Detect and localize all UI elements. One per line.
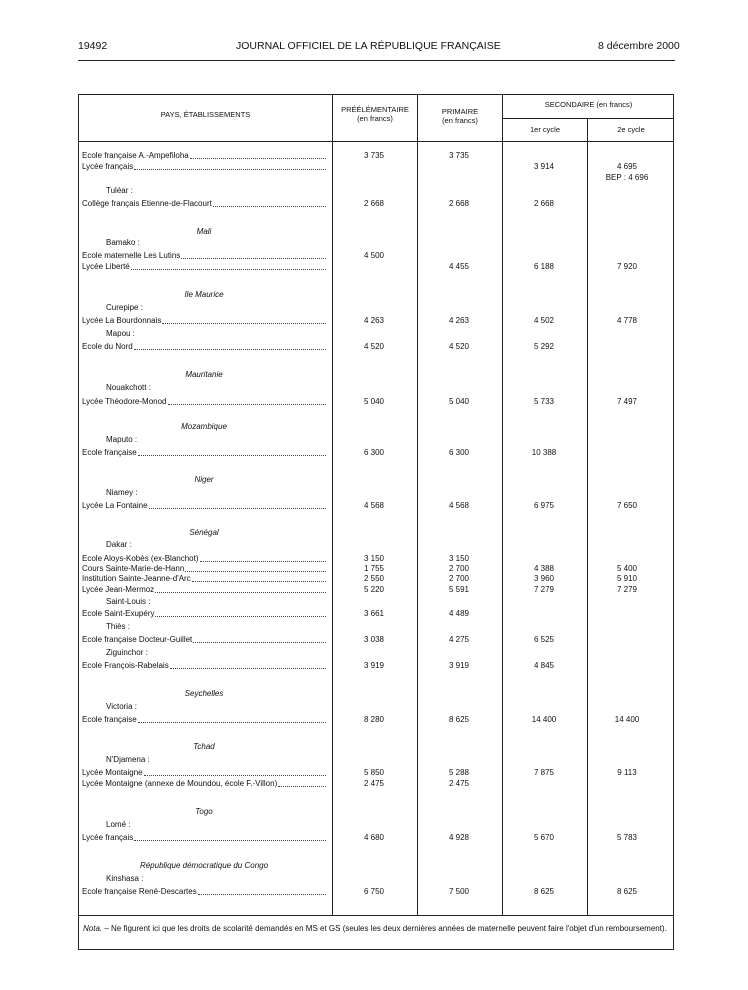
table-row	[79, 608, 675, 619]
establishment-label: Ecole française Docteur-Guillet	[82, 635, 193, 644]
table-row	[79, 315, 675, 326]
city-name: Saint-Louis :	[106, 597, 151, 606]
cycle1-value: 2 668	[533, 199, 555, 208]
city-name: N'Djamena :	[106, 755, 150, 764]
establishment-label: Lycée Montaigne (annexe de Moundou, école F.-Villon)	[82, 779, 278, 788]
table-row	[79, 767, 675, 778]
cycle1-value: 14 400	[531, 715, 557, 724]
establishment-name	[82, 500, 326, 511]
primaire-value: 4 928	[448, 833, 470, 842]
establishment-name	[82, 660, 326, 671]
establishment-label: Ecole Aloys-Kobès (ex-Blanchot)	[82, 554, 199, 563]
establishment-name	[82, 767, 326, 778]
preelementaire-value: 3 150	[363, 554, 385, 563]
leader-dots	[138, 714, 326, 723]
leader-dots	[170, 660, 326, 669]
city-name: Niamey :	[106, 488, 138, 497]
preelementaire-value: 5 850	[363, 768, 385, 777]
col-header-primaire-unit: (en francs)	[442, 116, 478, 125]
country-row	[79, 474, 675, 485]
city-name: Maputo :	[106, 435, 138, 444]
table-row	[79, 261, 675, 272]
leader-dots	[134, 832, 326, 841]
primaire-value: 5 288	[448, 768, 470, 777]
establishment-label: Ecole du Nord	[82, 342, 133, 351]
cycle2-value: 4 778	[616, 316, 638, 325]
city-name: Kinshasa :	[106, 874, 144, 883]
preelementaire-value: 2 668	[363, 199, 385, 208]
city-name: Victoria :	[106, 702, 137, 711]
city-name: Nouakchott :	[106, 383, 151, 392]
table-row	[79, 778, 675, 789]
country-name: Mauritanie	[185, 370, 223, 379]
table-row	[79, 161, 675, 172]
country-row	[79, 806, 675, 817]
establishment-name	[82, 250, 326, 261]
cycle2-value: 8 625	[616, 887, 638, 896]
footnote	[83, 924, 669, 934]
establishment-name	[82, 150, 326, 161]
leader-dots	[162, 315, 326, 324]
city-row	[79, 754, 675, 765]
primaire-value: 4 568	[448, 501, 470, 510]
primaire-value: 3 150	[448, 554, 470, 563]
col-header-cycle-2: 2e cycle	[617, 125, 645, 134]
leader-dots	[134, 161, 326, 170]
establishment-name	[82, 886, 326, 897]
primaire-value: 4 275	[448, 635, 470, 644]
table-row	[79, 250, 675, 261]
preelementaire-value: 4 263	[363, 316, 385, 325]
preelementaire-value: 3 919	[363, 661, 385, 670]
table-row	[79, 396, 675, 407]
city-row	[79, 237, 675, 248]
tuition-table	[78, 94, 674, 950]
establishment-name	[82, 634, 326, 645]
cycle2-value: 7 497	[616, 397, 638, 406]
establishment-name	[82, 584, 326, 595]
publication-date: 8 décembre 2000	[598, 40, 680, 52]
country-name: Togo	[195, 807, 213, 816]
footnote-label: Nota.	[83, 924, 103, 933]
table-row	[79, 886, 675, 897]
leader-dots	[144, 767, 326, 776]
primaire-value: 2 668	[448, 199, 470, 208]
city-row	[79, 382, 675, 393]
cycle1-value: 8 625	[533, 887, 555, 896]
cycle2-value: 7 650	[616, 501, 638, 510]
table-row	[79, 150, 675, 161]
establishment-label: Ecole Saint-Exupéry	[82, 609, 155, 618]
cycle1-value: 6 525	[533, 635, 555, 644]
establishment-label: Ecole française	[82, 448, 137, 457]
cycle2-value: 7 920	[616, 262, 638, 271]
country-name: Mozambique	[181, 422, 227, 431]
city-name: Curepipe :	[106, 303, 143, 312]
leader-dots	[134, 341, 326, 350]
primaire-value: 5 040	[448, 397, 470, 406]
country-row	[79, 226, 675, 237]
country-row	[79, 289, 675, 300]
country-row	[79, 860, 675, 871]
footnote-text: – Ne figurent ici que les droits de scolarité demandés en MS et GS (seules les deux dernières années de maternelle peuvent faire l'objet d'un remboursement).	[102, 924, 667, 933]
cycle1-value: 5 292	[533, 342, 555, 351]
country-name: République démocratique du Congo	[139, 861, 269, 870]
city-row	[79, 302, 675, 313]
establishment-name	[82, 198, 326, 209]
cycle1-value: 10 388	[531, 448, 557, 457]
preelementaire-value: 3 038	[363, 635, 385, 644]
cycle1-value: 4 388	[533, 564, 555, 573]
establishment-label: Lycée Jean-Mermoz	[82, 585, 155, 594]
leader-dots	[200, 553, 327, 562]
primaire-value: 4 489	[448, 609, 470, 618]
header-sub-rule	[502, 118, 674, 119]
establishment-name	[82, 832, 326, 843]
cycle2-value: BEP : 4 696	[605, 173, 649, 182]
primaire-value: 2 475	[448, 779, 470, 788]
establishment-name	[82, 447, 326, 458]
col-header-preelementaire: PRÉÉLÉMENTAIRE	[341, 105, 409, 114]
preelementaire-value: 6 300	[363, 448, 385, 457]
establishment-label: Lycée La Bourdonnais	[82, 316, 162, 325]
city-row	[79, 434, 675, 445]
cycle1-value: 6 188	[533, 262, 555, 271]
cycle2-value: 5 910	[616, 574, 638, 583]
preelementaire-value: 1 755	[363, 564, 385, 573]
preelementaire-value: 5 220	[363, 585, 385, 594]
preelementaire-value: 3 735	[363, 151, 385, 160]
primaire-value: 6 300	[448, 448, 470, 457]
establishment-label: Ecole maternelle Les Lutins	[82, 251, 181, 260]
city-row	[79, 328, 675, 339]
preelementaire-value: 4 500	[363, 251, 385, 260]
leader-dots	[181, 250, 326, 259]
establishment-label: Institution Sainte-Jeanne-d'Arc	[82, 574, 191, 583]
city-name: Bamako :	[106, 238, 140, 247]
establishment-label: Lycée La Fontaine	[82, 501, 148, 510]
city-row	[79, 596, 675, 607]
establishment-label: Lycée Théodore-Monod	[82, 397, 167, 406]
leader-dots	[131, 261, 326, 270]
country-name: Niger	[194, 475, 214, 484]
cycle1-value: 3 914	[533, 162, 555, 171]
table-row	[79, 573, 675, 584]
leader-dots	[185, 563, 326, 572]
table-row	[79, 198, 675, 209]
establishment-label: Ecole François-Rabelais	[82, 661, 169, 670]
establishment-name	[82, 608, 326, 619]
leader-dots	[198, 886, 326, 895]
cycle2-value: 14 400	[614, 715, 640, 724]
cycle1-value: 4 502	[533, 316, 555, 325]
table-row	[79, 634, 675, 645]
cycle1-value: 6 975	[533, 501, 555, 510]
country-row	[79, 369, 675, 380]
city-name: Lomé :	[106, 820, 131, 829]
table-row	[79, 172, 675, 183]
primaire-value: 4 455	[448, 262, 470, 271]
leader-dots	[155, 584, 326, 593]
country-row	[79, 527, 675, 538]
establishment-name	[82, 341, 326, 352]
cycle2-value: 5 400	[616, 564, 638, 573]
preelementaire-value: 6 750	[363, 887, 385, 896]
primaire-value: 4 263	[448, 316, 470, 325]
city-row	[79, 539, 675, 550]
leader-dots	[278, 778, 326, 787]
country-row	[79, 741, 675, 752]
primaire-value: 4 520	[448, 342, 470, 351]
header-rule	[78, 60, 675, 61]
primaire-value: 3 735	[448, 151, 470, 160]
establishment-name	[82, 161, 326, 172]
cycle1-value: 5 733	[533, 397, 555, 406]
city-row	[79, 701, 675, 712]
establishment-name	[82, 315, 326, 326]
city-row	[79, 487, 675, 498]
leader-dots	[193, 634, 326, 643]
establishment-label: Lycée Montaigne	[82, 768, 143, 777]
city-row	[79, 621, 675, 632]
country-name: Mali	[196, 227, 212, 236]
leader-dots	[149, 500, 326, 509]
cycle1-value: 3 960	[533, 574, 555, 583]
cycle1-value: 5 670	[533, 833, 555, 842]
city-name: Dakar :	[106, 540, 132, 549]
establishment-label: Lycée Liberté	[82, 262, 130, 271]
city-row	[79, 647, 675, 658]
table-row	[79, 714, 675, 725]
city-row	[79, 819, 675, 830]
city-row	[79, 185, 675, 196]
preelementaire-value: 3 661	[363, 609, 385, 618]
primaire-value: 3 919	[448, 661, 470, 670]
preelementaire-value: 2 550	[363, 574, 385, 583]
preelementaire-value: 2 475	[363, 779, 385, 788]
country-name: Tchad	[193, 742, 215, 751]
leader-dots	[190, 150, 326, 159]
primaire-value: 8 625	[448, 715, 470, 724]
cycle1-value: 7 279	[533, 585, 555, 594]
country-name: Ile Maurice	[184, 290, 224, 299]
city-name: Ziguinchor :	[106, 648, 148, 657]
table-row	[79, 341, 675, 352]
establishment-label: Ecole française René-Descartes	[82, 887, 197, 896]
cycle1-value: 7 875	[533, 768, 555, 777]
establishment-name	[82, 261, 326, 272]
preelementaire-value: 4 568	[363, 501, 385, 510]
primaire-value: 2 700	[448, 564, 470, 573]
leader-dots	[138, 447, 326, 456]
cycle1-value: 4 845	[533, 661, 555, 670]
note-rule	[79, 915, 673, 916]
header-bottom-rule	[79, 141, 673, 142]
establishment-name	[82, 573, 326, 584]
country-name: Sénégal	[189, 528, 219, 537]
establishment-label: Lycée français	[82, 162, 134, 171]
journal-title: JOURNAL OFFICIEL DE LA RÉPUBLIQUE FRANÇAISE	[236, 40, 501, 52]
table-row	[79, 660, 675, 671]
country-name: Seychelles	[184, 689, 224, 698]
city-name: Thiès :	[106, 622, 131, 631]
establishment-label: Ecole française A.-Ampefiloha	[82, 151, 189, 160]
col-header-primaire: PRIMAIRE	[441, 107, 479, 116]
preelementaire-value: 4 680	[363, 833, 385, 842]
establishment-label: Collège français Etienne-de-Flacourt	[82, 199, 212, 208]
preelementaire-value: 4 520	[363, 342, 385, 351]
city-row	[79, 873, 675, 884]
primaire-value: 5 591	[448, 585, 470, 594]
table-row	[79, 832, 675, 843]
cycle2-value: 5 783	[616, 833, 638, 842]
primaire-value: 2 700	[448, 574, 470, 583]
preelementaire-value: 8 280	[363, 715, 385, 724]
preelementaire-value: 5 040	[363, 397, 385, 406]
country-row	[79, 421, 675, 432]
page-number: 19492	[78, 40, 108, 52]
col-header-pays: PAYS, ÉTABLISSEMENTS	[160, 110, 251, 119]
leader-dots	[213, 198, 326, 207]
establishment-name	[82, 714, 326, 725]
establishment-name	[82, 778, 326, 789]
leader-dots	[155, 608, 326, 617]
leader-dots	[168, 396, 327, 405]
cycle2-value: 9 113	[617, 768, 637, 777]
country-row	[79, 688, 675, 699]
establishment-label: Cours Sainte-Marie-de-Hann	[82, 564, 185, 573]
cycle2-value: 4 695	[616, 162, 638, 171]
primaire-value: 7 500	[448, 887, 470, 896]
establishment-label: Ecole française	[82, 715, 137, 724]
table-row	[79, 584, 675, 595]
establishment-label: Lycée français	[82, 833, 134, 842]
col-header-preelementaire-unit: (en francs)	[357, 114, 393, 123]
establishment-name	[82, 396, 326, 407]
col-header-secondaire: SECONDAIRE (en francs)	[544, 100, 633, 109]
city-name: Tuléar :	[106, 186, 133, 195]
cycle2-value: 7 279	[616, 585, 638, 594]
leader-dots	[192, 573, 326, 582]
col-header-cycle-1: 1er cycle	[529, 125, 560, 134]
table-row	[79, 500, 675, 511]
city-name: Mapou :	[106, 329, 135, 338]
table-row	[79, 447, 675, 458]
